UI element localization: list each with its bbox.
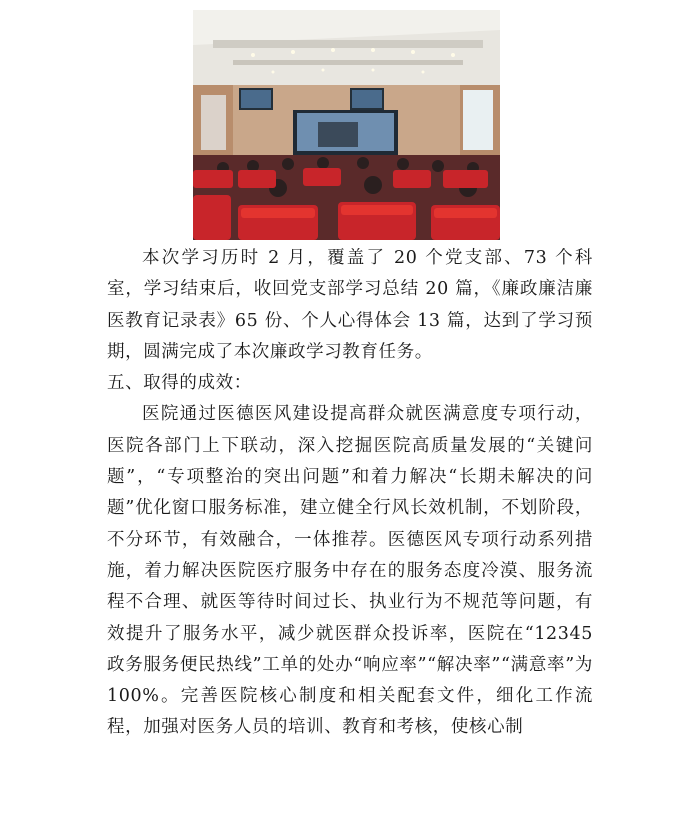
lecture-hall-icon	[193, 10, 500, 240]
section-heading: 五、取得的成效：	[107, 373, 252, 394]
paragraph-results: 医院通过医德医风建设提高群众就医满意度专项行动，医院各部门上下联动，深入挖掘医院高质量发展的“关键问题”，“专项整治的突出问题”和着力解决“长期未解决的问题”优化窗口服务标准，建立健全行风长效机制，不划阶段，不分环节，有效融合，一体推荐。医德医风专项行动系列措施，着力解决医院医疗服务中存在的服务态度冷漠、服务流程不合理、就医等待时间过长、执业行为不规范等问题，有效提升了服务水平，减少就医群众投诉率，医院在“12345 政务服务便民热线”工单的处办“响应率”“解决率”“满意率”为 100%。完善医院核心制度和相关配套文件，细化工作流程，加强对医务人员的培训、教育和考核，使核心制	[107, 404, 593, 738]
article-body	[107, 243, 593, 744]
lecture-hall-photo	[193, 10, 500, 240]
paragraph-summary: 本次学习历时 2 月，覆盖了 20 个党支部、73 个科室，学习结束后，收回党支部学习总结 20 篇，《廉政廉洁廉医教育记录表》65 份、个人心得体会 13 篇，达到了学习预期，圆满完成了本次廉政学习教育任务。	[107, 248, 593, 362]
